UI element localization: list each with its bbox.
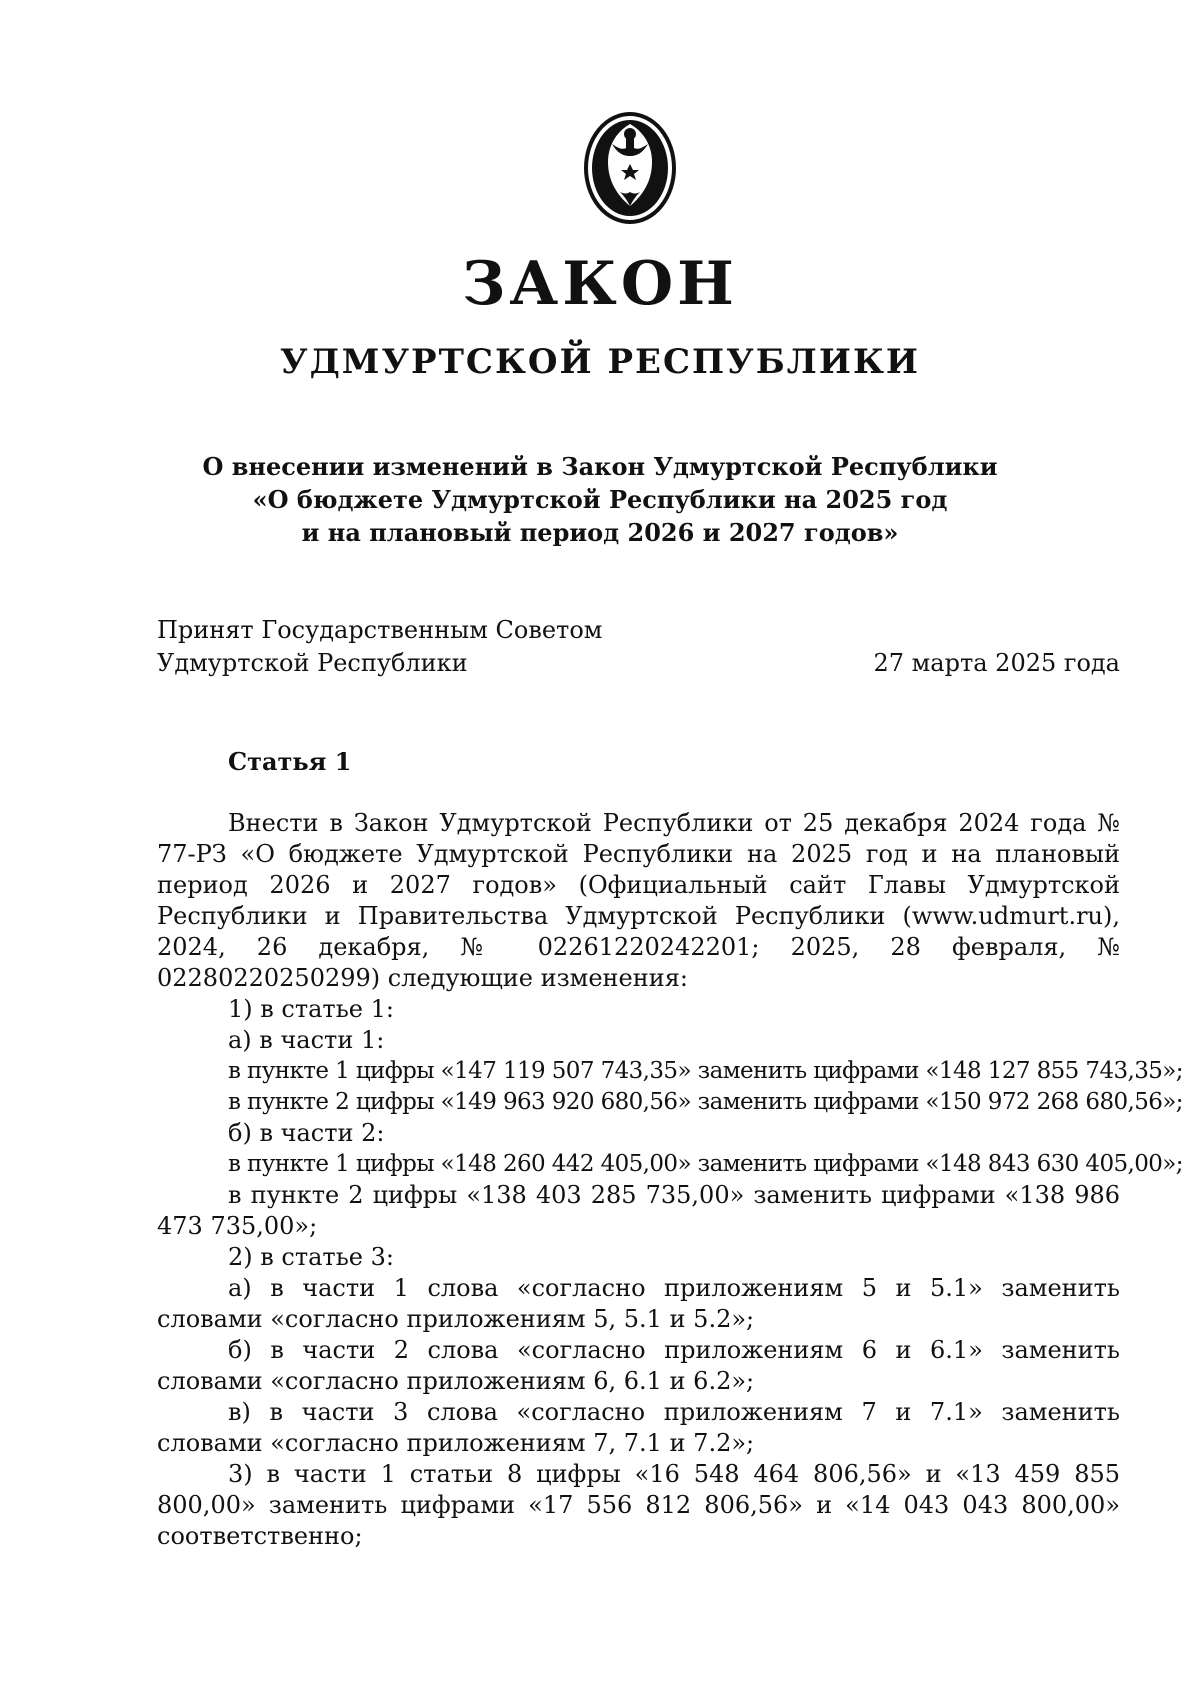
article-item: в пункте 2 цифры «149 963 920 680,56» заменить цифрами «150 972 268 680,56»; [228, 1089, 1183, 1115]
article-item: 1) в статье 1: [228, 995, 394, 1023]
article-item: в пункте 1 цифры «148 260 442 405,00» заменить цифрами «148 843 630 405,00»; [228, 1151, 1183, 1177]
article-item: в пункте 2 цифры «138 403 285 735,00» заменить цифрами «138 986 473 735,00»; [157, 1181, 1120, 1240]
document-name [150, 450, 1050, 549]
document-name-line: «О бюджете Удмуртской Республики на 2025 год [252, 485, 948, 514]
adoption-info [157, 614, 602, 680]
law-subtitle: УДМУРТСКОЙ РЕСПУБЛИКИ [279, 342, 921, 382]
article-item: б) в части 2 слова «согласно приложениям 6 и 6.1» заменить словами «согласно приложениям 6, 6.1 и 6.2»; [157, 1336, 1120, 1395]
document-name-line: О внесении изменений в Закон Удмуртской Республики [202, 452, 998, 481]
article-item: а) в части 1 слова «согласно приложениям 5 и 5.1» заменить словами «согласно приложениям 5, 5.1 и 5.2»; [157, 1274, 1120, 1333]
article-heading: Статья 1 [228, 747, 352, 776]
article-item: 3) в части 1 статьи 8 цифры «16 548 464 806,56» и «13 459 855 800,00» заменить цифрами «17 556 812 806,56» и «14 043 043 800,00» соответственно; [157, 1460, 1120, 1550]
article-body [157, 808, 1183, 1552]
document-name-line: и на плановый период 2026 и 2027 годов» [301, 518, 899, 547]
article-item: а) в части 1: [228, 1026, 385, 1054]
adoption-line: Удмуртской Республики [157, 649, 468, 677]
law-title: ЗАКОН [462, 249, 738, 319]
article-item: в) в части 3 слова «согласно приложениям 7 и 7.1» заменить словами «согласно приложениям 7, 7.1 и 7.2»; [157, 1398, 1120, 1457]
adoption-line: Принят Государственным Советом [157, 616, 603, 644]
article-item: в пункте 1 цифры «147 119 507 743,35» заменить цифрами «148 127 855 743,35»; [228, 1058, 1183, 1084]
article-item: б) в части 2: [228, 1119, 385, 1147]
article-item: 2) в статье 3: [228, 1243, 394, 1271]
udmurt-emblem-icon [582, 110, 678, 226]
adoption-date: 27 марта 2025 года [873, 649, 1120, 677]
article-intro: Внести в Закон Удмуртской Республики от 25 декабря 2024 года № 77-РЗ «О бюджете Удмуртской Республики на 2025 год и на плановый период 2026 и 2027 годов» (Официальный сайт Главы Удмуртской Республики и Правительства Удмуртской Республики (www.udmurt.ru), 2024, 26 декабря, № 02261220242201; 2025, 28 февраля, № 02280220250299) следующие изменения: [157, 809, 1120, 992]
